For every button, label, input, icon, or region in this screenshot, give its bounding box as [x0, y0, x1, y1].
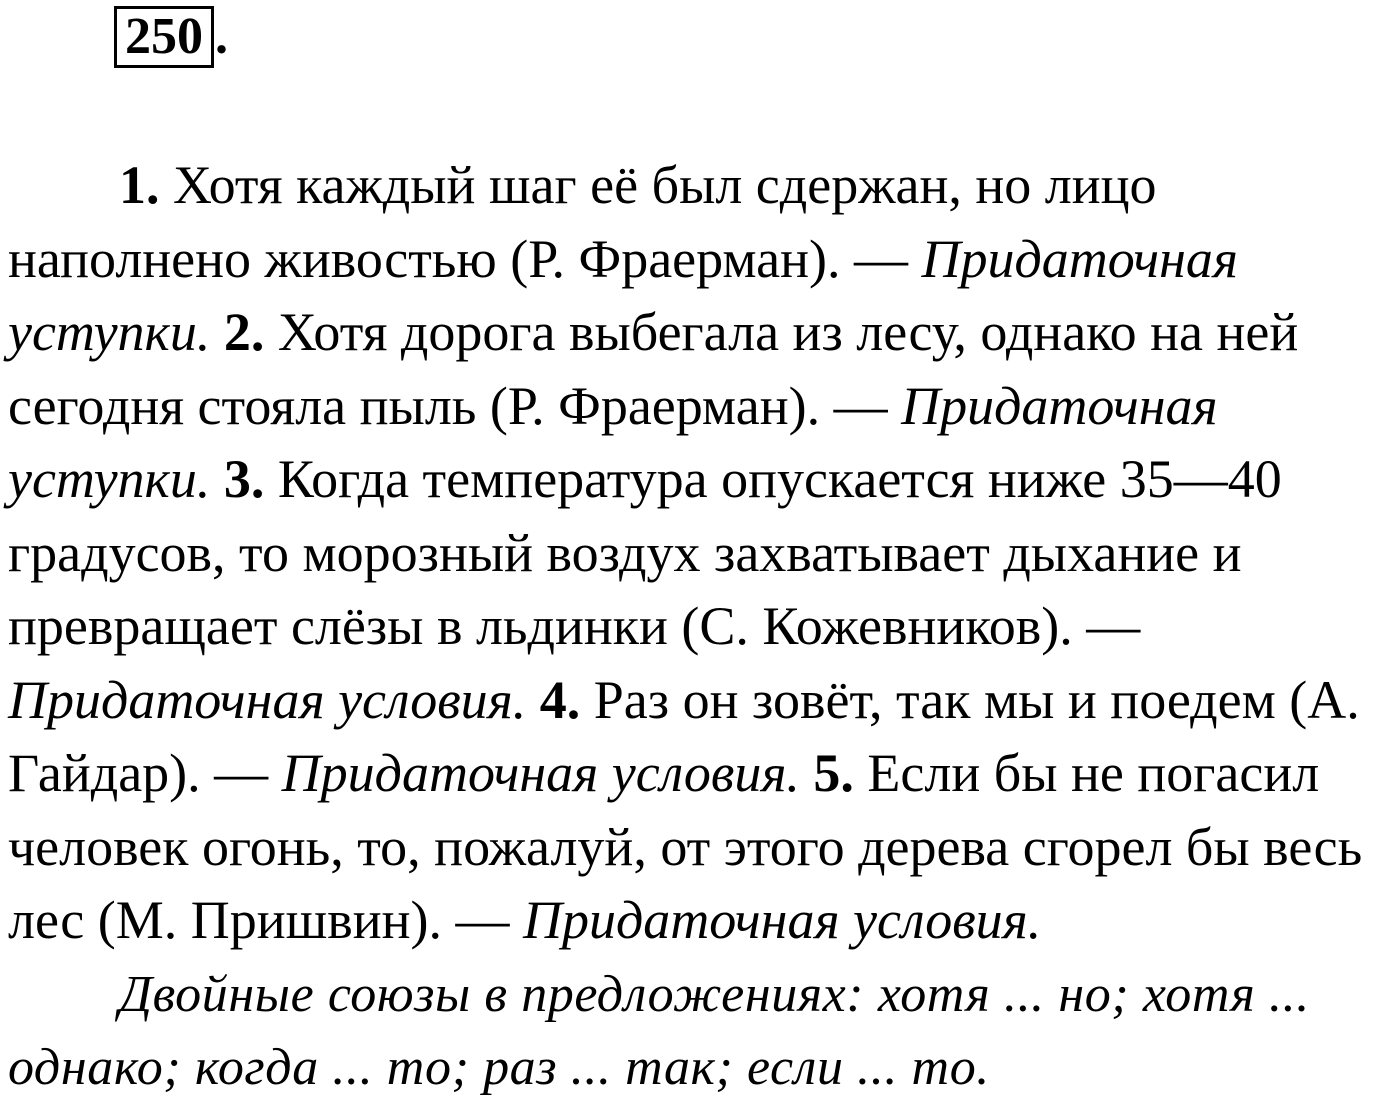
summary-line-2: однако; когда ... то; раз ... так; если ... то. [8, 1039, 990, 1096]
exercise-number [114, 6, 228, 68]
clause-type-label: уступки. [8, 449, 211, 509]
sentence-text: Раз он зовёт, так мы и поедем (А. [580, 669, 1360, 730]
exercise-number-box: 250 [114, 6, 214, 68]
clause-type-label: Придаточная [921, 228, 1239, 289]
text-line-2 [8, 223, 1400, 297]
sentence-number-5: 5. [813, 743, 854, 803]
text-line-6 [8, 517, 1400, 591]
sentence-text: человек огонь, то, пожалуй, от этого дерева сгорел бы весь [8, 816, 1363, 877]
text-line-10 [8, 811, 1400, 885]
clause-type-label: уступки. [8, 302, 211, 362]
text-line-11 [8, 884, 1400, 958]
text-line-3 [8, 296, 1400, 370]
summary-line-1: Двойные союзы в предложениях: хотя ... но; хотя ... [119, 965, 1310, 1023]
sentence-text: Хотя каждый шаг её был сдержан, но лицо [159, 155, 1157, 215]
text-line-9 [8, 737, 1400, 811]
text-line-4 [8, 370, 1400, 444]
exercise-number-dot: . [215, 8, 228, 65]
clause-type-label: Придаточная условия. [522, 890, 1042, 950]
sentence-number-2: 2. [223, 302, 265, 362]
sentence-text: Когда температура опускается ниже 35—40 [264, 449, 1282, 509]
clause-type-label: Придаточная [901, 375, 1218, 436]
sentence-text: градусов, то морозный воздух захватывает дыхание и [8, 522, 1242, 583]
sentence-text: сегодня стояла пыль (Р. Фраерман). — [8, 375, 902, 436]
exercise-answer-text [8, 149, 1400, 1105]
text-line-5 [8, 443, 1400, 517]
clause-type-label: Придаточная условия. [8, 669, 527, 730]
sentence-text: превращает слёзы в льдинки (С. Кожевников). — [8, 596, 1141, 656]
text-line-8 [8, 664, 1400, 738]
sentence-number-1: 1. [119, 155, 160, 215]
text-line-7 [8, 590, 1400, 664]
sentence-number-4: 4. [539, 669, 581, 730]
sentence-text: наполнено живостью (Р. Фраерман). — [8, 228, 922, 289]
sentence-text: лес (М. Пришвин). — [8, 890, 523, 950]
text-line-1 [8, 149, 1400, 223]
sentence-text: Хотя дорога выбегала из лесу, однако на ней [264, 302, 1299, 362]
sentence-text: Гайдар). — [8, 743, 282, 803]
clause-type-label: Придаточная условия. [281, 743, 800, 803]
sentence-text: Если бы не погасил [853, 743, 1320, 803]
sentence-number-3: 3. [223, 449, 265, 509]
